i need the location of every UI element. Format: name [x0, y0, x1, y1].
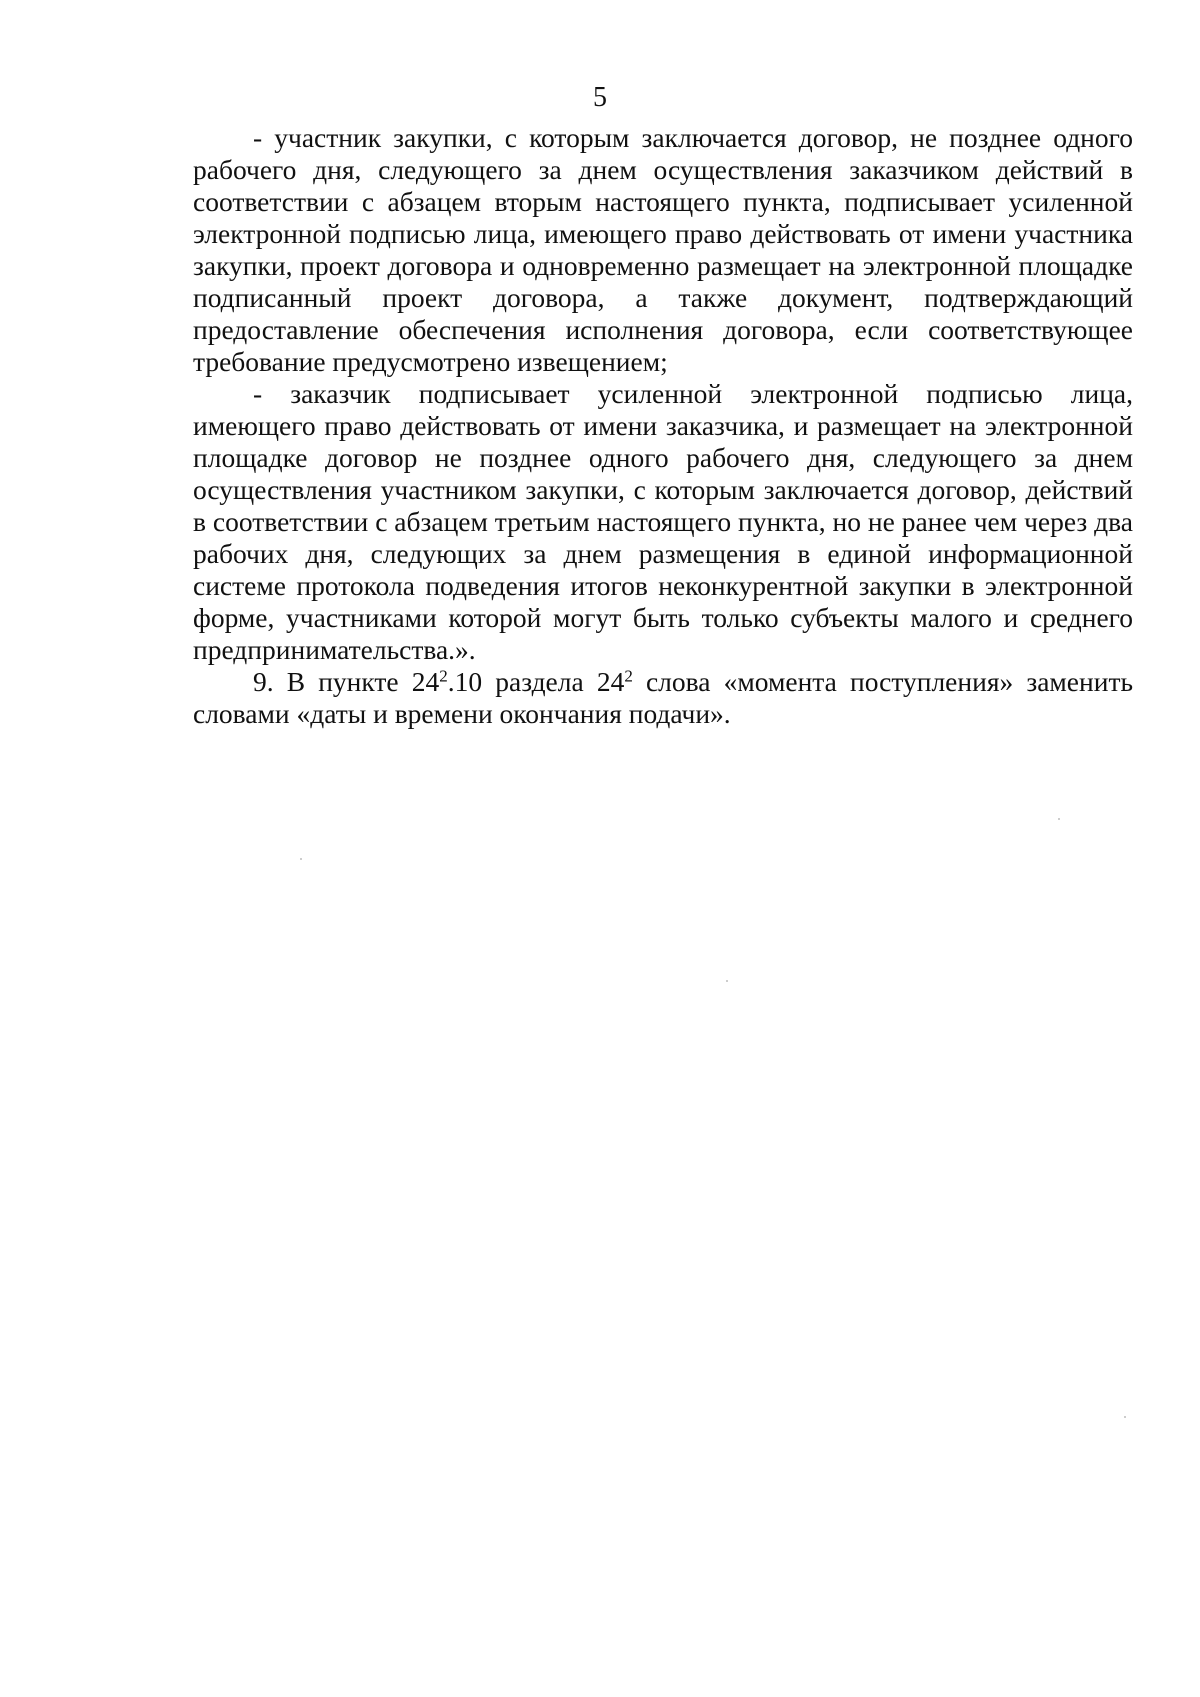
document-body [193, 122, 1133, 730]
scan-speck [726, 980, 728, 982]
paragraph-customer-obligation: - заказчик подписывает усиленной электронной подписью лица, имеющего право действовать от имени заказчика, и размещает на электронной площадке договор не позднее одного рабочего дня, следующего за днем осуществления участником закупки, с которым заключается договор, действий в соответствии с абзацем третьим настоящего пункта, но не ранее чем через два рабочих дня, следующих за днем размещения в единой информационной системе протокола подведения итогов неконкурентной закупки в электронной форме, участниками которой могут быть только субъекты малого и среднего предпринимательства.». [193, 378, 1133, 665]
page-number: 5 [593, 82, 607, 113]
scan-speck [1124, 1416, 1126, 1418]
paragraph-item-9 [193, 666, 1133, 730]
item9-text-part1: 9. В пункте 24 [253, 666, 440, 697]
item9-superscript-1: 2 [439, 666, 448, 686]
item9-text-part2: .10 раздела 24 [447, 666, 625, 697]
paragraph-participant-obligation: - участник закупки, с которым заключается договор, не позднее одного рабочего дня, следующего за днем осуществления заказчиком действий в соответствии с абзацем вторым настоящего пункта, подписывает усиленной электронной подписью лица, имеющего право действовать от имени участника закупки, проект договора и одновременно размещает на электронной площадке подписанный проект договора, а также документ, подтверждающий предоставление обеспечения исполнения договора, если соответствующее требование предусмотрено извещением; [193, 122, 1133, 377]
scan-speck [1058, 818, 1060, 820]
item9-text-part3: слова «момента поступления» заменить словами «даты и времени окончания подачи». [193, 666, 1134, 729]
scan-speck [300, 858, 302, 860]
item9-superscript-2: 2 [624, 666, 633, 686]
